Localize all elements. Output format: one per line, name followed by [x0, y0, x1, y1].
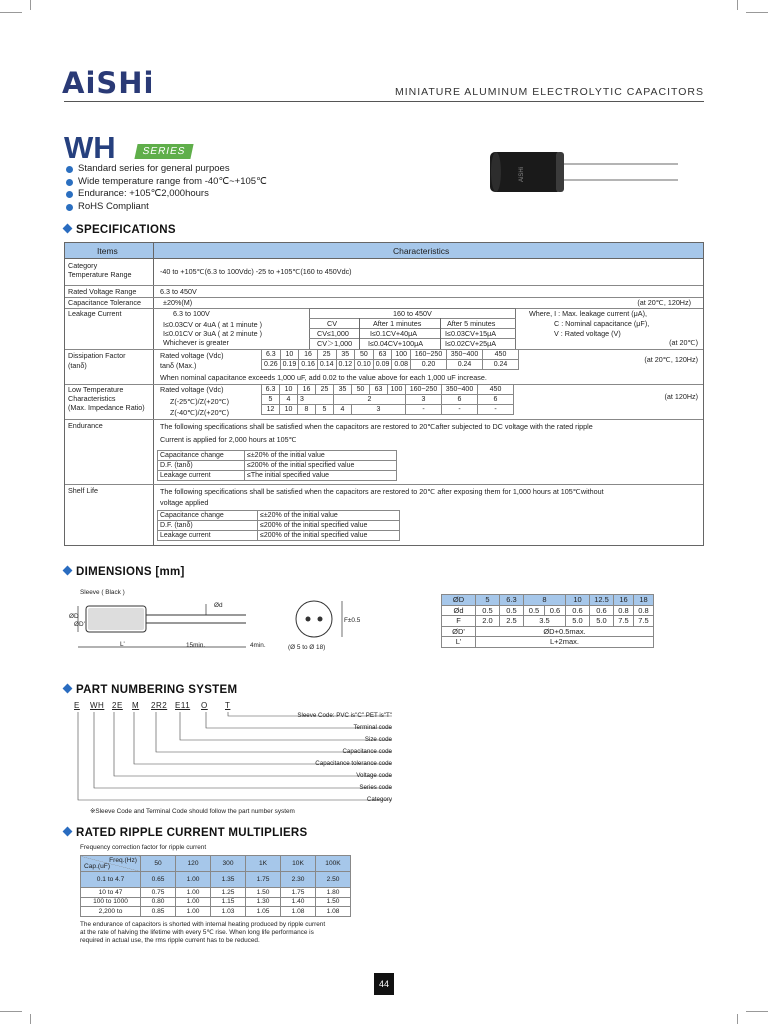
- lt-voltage-cell: 10: [280, 385, 298, 395]
- cat-value: -40 to +105℃(6.3 to 100Vdc) -25 to +105℃(160 to 450Vdc): [160, 267, 352, 276]
- ripple-freq: 50: [141, 856, 176, 872]
- lt-voltage-cell: 50: [352, 385, 370, 395]
- rated-voltage-value: 6.3 to 450V: [160, 287, 197, 296]
- ripple-freq: 1K: [246, 856, 281, 872]
- df-label: (tanδ): [68, 361, 87, 370]
- lt-voltage-cell: 100: [388, 385, 406, 395]
- ripple-table: [80, 855, 351, 917]
- lc-low-row: I≤0.03CV or 4uA ( at 1 minute ): [163, 320, 263, 329]
- lt-voltage-cell: 63: [370, 385, 388, 395]
- dim-od-label: ØD: [69, 613, 79, 620]
- lc-low-row: Whichever is greater: [163, 338, 229, 347]
- crop-mark: [0, 1011, 22, 1012]
- section-title-specifications: SPECIFICATIONS: [64, 224, 176, 236]
- df-value-cell: 0.14: [317, 360, 336, 370]
- df-tan: tanδ (Max.): [160, 361, 197, 370]
- ripple-cell: 1.03: [211, 907, 246, 917]
- crop-mark: [746, 12, 768, 13]
- lt-voltage-cell: 25: [316, 385, 334, 395]
- end-cell: Leakage current: [158, 471, 245, 481]
- shelf-life-text: voltage applied: [160, 498, 209, 507]
- lc-cell: CV≤1,000: [317, 329, 349, 338]
- ripple-cell: 1.08: [316, 907, 351, 917]
- lc-cell: After 1 minutes: [373, 319, 422, 328]
- ripple-note: at the rate of halving the lifetime with every 5℃ rise. When long life performance is: [80, 929, 314, 936]
- shelf-life-label: Shelf Life: [68, 486, 98, 495]
- ripple-row: [81, 872, 351, 888]
- endurance-label: Endurance: [68, 421, 103, 430]
- pn-code: E11: [175, 701, 191, 710]
- dim-d-label: Ød: [214, 602, 223, 609]
- lt-cell: 5: [316, 405, 334, 415]
- lc-cell: CV＞1,000: [317, 339, 353, 348]
- ripple-cell: 1.15: [211, 897, 246, 907]
- dim-cell: 0.5: [500, 605, 524, 616]
- pn-label: Capacitance tolerance code: [315, 760, 392, 767]
- ripple-cell: 0.85: [141, 907, 176, 917]
- dim-cell: Ød: [442, 605, 476, 616]
- pn-label: Capacitance code: [342, 748, 392, 755]
- df-voltage-cell: 160~250: [411, 350, 447, 360]
- sl-cell: Leakage current: [158, 531, 258, 541]
- ripple-cell: 2.30: [281, 872, 316, 888]
- ripple-row: [81, 897, 351, 907]
- dim-cell: 7.5: [634, 616, 654, 627]
- lt-label: Low Temperature: [68, 385, 124, 394]
- dim-cell: F: [442, 616, 476, 627]
- header-rule: [64, 101, 704, 102]
- section-title-dimensions: DIMENSIONS [mm]: [64, 566, 185, 578]
- endurance-text: Current is applied for 2,000 hours at 105℃: [160, 435, 297, 444]
- df-voltage-cell: 350~400: [447, 350, 483, 360]
- cap-tol-cond: (at 20℃, 120Hz): [637, 298, 691, 307]
- lt-voltage-cell: 16: [298, 385, 316, 395]
- dim-cell: ØD: [442, 595, 476, 606]
- pn-code: O: [201, 701, 208, 710]
- lt-cell: 5: [262, 395, 280, 405]
- df-label: Dissipation Factor: [68, 351, 126, 360]
- dim-cell: 18: [634, 595, 654, 606]
- ripple-hdr-freq: Freq.(Hz): [109, 857, 137, 864]
- sl-cell: ≤200% of the initial specified value: [258, 531, 400, 541]
- dim-cell: 0.6: [545, 605, 566, 616]
- df-value-cell: 0.10: [355, 360, 374, 370]
- feature-item: RoHS Compliant: [66, 201, 267, 214]
- lt-cell: 6: [478, 395, 514, 405]
- df-voltage-cell: 35: [336, 350, 355, 360]
- dim-cell: 5.0: [566, 616, 590, 627]
- df-voltage-cell: 50: [355, 350, 374, 360]
- dim-cell: 0.5: [476, 605, 500, 616]
- lc-note: C : Nominal capacitance (μF),: [554, 319, 650, 328]
- lt-cell: 4: [280, 395, 298, 405]
- lt-cell: 2: [334, 395, 406, 405]
- ripple-cell: 0.1 to 4.7: [81, 872, 141, 888]
- lt-voltage-cell: 6.3: [262, 385, 280, 395]
- pn-label: Size code: [364, 736, 392, 743]
- ripple-note: required in actual use, the rms ripple current has to be reduced.: [80, 937, 260, 944]
- crop-mark: [737, 1014, 738, 1024]
- end-cell: ≤The initial specified value: [245, 471, 397, 481]
- lc-low-hdr: 6.3 to 100V: [173, 309, 210, 318]
- dim-sleeve-label: Sleeve ( Black ): [80, 589, 125, 596]
- shelf-life-text: The following specifications shall be satisfied when the capacitors are restored to 20℃ after exposing them for 1,000 hours at 105℃without: [160, 487, 604, 496]
- pn-label: Sleeve Code: PVC is"C" PET is"T": [297, 712, 392, 719]
- feature-list: [66, 163, 267, 213]
- ripple-cell: 10 to 47: [81, 888, 141, 898]
- df-voltage-cell: 10: [280, 350, 299, 360]
- ripple-subtitle: Frequency correction factor for ripple current: [80, 844, 207, 851]
- ripple-cell: 0.80: [141, 897, 176, 907]
- pn-label: Voltage code: [356, 772, 392, 779]
- df-cond: (at 20℃, 120Hz): [644, 355, 698, 364]
- dim-15min-label: 15min.: [186, 642, 206, 649]
- dim-cell: L+2max.: [476, 637, 654, 648]
- df-table: [261, 349, 519, 370]
- ripple-freq: 10K: [281, 856, 316, 872]
- df-rv: Rated voltage (Vdc): [160, 351, 224, 360]
- dim-cell: 5: [476, 595, 500, 606]
- ripple-cell: 1.75: [281, 888, 316, 898]
- ripple-cell: 0.75: [141, 888, 176, 898]
- ripple-cell: 1.80: [316, 888, 351, 898]
- series-tag: SERIES: [134, 144, 193, 159]
- df-voltage-cell: 16: [299, 350, 318, 360]
- shelf-life-table: [157, 510, 400, 541]
- dim-4min-label: 4min.: [250, 642, 266, 649]
- lt-label: (Max. Impedance Ratio): [68, 403, 145, 412]
- dim-cell: 0.5: [524, 605, 545, 616]
- ripple-freq: 300: [211, 856, 246, 872]
- dim-cell: 5.0: [590, 616, 614, 627]
- feature-item: Standard series for general purpoes: [66, 163, 267, 176]
- dim-cell: 2.0: [476, 616, 500, 627]
- df-voltage-cell: 63: [373, 350, 392, 360]
- ripple-cell: 2.50: [316, 872, 351, 888]
- df-voltage-cell: 25: [317, 350, 336, 360]
- dim-cell: 12.5: [590, 595, 614, 606]
- lt-voltage-cell: 160~250: [406, 385, 442, 395]
- ripple-cell: 1.00: [176, 907, 211, 917]
- leakage-label: Leakage Current: [68, 309, 122, 318]
- ripple-cell: 100 to 1000: [81, 897, 141, 907]
- pn-label: Terminal code: [353, 724, 392, 731]
- lt-label: Characteristics: [68, 394, 116, 403]
- dimension-table: [441, 594, 654, 648]
- df-voltage-cell: 6.3: [262, 350, 281, 360]
- ripple-note: The endurance of capacitors is shorted with internal heating produced by ripple current: [80, 921, 326, 928]
- pn-label: Series code: [359, 784, 392, 791]
- ripple-freq: 100K: [316, 856, 351, 872]
- ripple-corner: [81, 856, 141, 872]
- dim-range-label: (Ø 5 to Ø 18): [288, 644, 326, 651]
- lc-note: V : Rated voltage (V): [554, 329, 621, 338]
- lc-cell: After 5 minutes: [447, 319, 496, 328]
- feature-item: Wide temperature range from -40℃~+105℃: [66, 176, 267, 189]
- endurance-text: The following specifications shall be satisfied when the capacitors are restored to 20℃after subjected to DC voltage with the rated ripple: [160, 422, 593, 431]
- dim-cell: 6.3: [500, 595, 524, 606]
- crop-mark: [0, 12, 22, 13]
- lc-cell: I≤0.04CV+100μA: [368, 339, 424, 348]
- dim-cell: 10: [566, 595, 590, 606]
- lt-voltage-cell: 450: [478, 385, 514, 395]
- ripple-cell: 0.65: [141, 872, 176, 888]
- pn-code: E: [74, 701, 80, 710]
- section-title-part-numbering: PART NUMBERING SYSTEM: [64, 684, 237, 696]
- col-characteristics: Characteristics: [393, 246, 450, 256]
- sl-cell: D.F. (tanδ): [158, 521, 258, 531]
- ripple-cell: 1.50: [246, 888, 281, 898]
- rated-voltage-label: Rated Voltage Range: [68, 287, 137, 296]
- df-value-cell: 0.24: [447, 360, 483, 370]
- lt-cell: 12: [262, 405, 280, 415]
- cat-label: Category: [68, 261, 98, 270]
- ripple-hdr-cap: Cap.(uF): [84, 863, 111, 870]
- pn-label: Category: [366, 796, 392, 803]
- endurance-table: [157, 450, 397, 481]
- pn-code: 2R2: [151, 701, 168, 710]
- ripple-freq: 120: [176, 856, 211, 872]
- df-value-cell: 0.16: [299, 360, 318, 370]
- series-name: WH: [64, 130, 116, 165]
- ripple-cell: 1.35: [211, 872, 246, 888]
- lt-z25: Z(-25℃)/Z(+20℃): [170, 397, 230, 406]
- crop-mark: [30, 1014, 31, 1024]
- df-value-cell: 0.19: [280, 360, 299, 370]
- dim-cell: 0.8: [614, 605, 634, 616]
- df-voltage-cell: 450: [483, 350, 519, 360]
- crop-mark: [30, 0, 31, 10]
- lt-cell: 3: [406, 395, 442, 405]
- brand-logo: AiSHi: [62, 66, 155, 100]
- page-number: 44: [374, 973, 394, 995]
- ripple-cell: 1.00: [176, 872, 211, 888]
- dim-cell: 0.6: [566, 605, 590, 616]
- end-cell: ≤200% of the initial specified value: [245, 461, 397, 471]
- svg-text:AiSHi: AiSHi: [519, 166, 525, 182]
- dim-cell: ØD+0.5max.: [476, 626, 654, 637]
- ripple-cell: 1.08: [281, 907, 316, 917]
- lt-cell: 10: [280, 405, 298, 415]
- ripple-row: [81, 888, 351, 898]
- lt-voltage-cell: 350~400: [442, 385, 478, 395]
- lt-voltage-cell: 35: [334, 385, 352, 395]
- capacitor-image: [490, 150, 680, 196]
- crop-mark: [746, 1011, 768, 1012]
- sl-cell: ≤200% of the initial specified value: [258, 521, 400, 531]
- df-value-cell: 0.09: [373, 360, 392, 370]
- cap-tol-label: Capacitance Tolerance: [68, 298, 141, 307]
- dim-cell: ØD': [442, 626, 476, 637]
- ripple-cell: 1.30: [246, 897, 281, 907]
- df-value-cell: 0.26: [262, 360, 281, 370]
- end-cell: ≤±20% of the initial value: [245, 451, 397, 461]
- lt-table: [261, 384, 514, 415]
- feature-item: Endurance: +105℃2,000hours: [66, 188, 267, 201]
- cat-label: Temperature Range: [68, 270, 132, 279]
- df-value-cell: 0.20: [411, 360, 447, 370]
- col-items: Items: [97, 246, 118, 256]
- df-value-cell: 0.24: [483, 360, 519, 370]
- dim-lp-label: L': [120, 641, 125, 648]
- ripple-cell: 1.75: [246, 872, 281, 888]
- lt-cell: 3: [352, 405, 406, 415]
- ripple-cell: 1.00: [176, 888, 211, 898]
- df-note: When nominal capacitance exceeds 1,000 uF, add 0.02 to the value above for each 1,000 uF increase.: [160, 373, 487, 382]
- dim-cell: 2.5: [500, 616, 524, 627]
- lc-high-hdr: 160 to 450V: [393, 309, 432, 318]
- lc-note: Where, I : Max. leakage current (μA),: [529, 309, 647, 318]
- end-cell: Capacitance change: [158, 451, 245, 461]
- ripple-cell: 1.50: [316, 897, 351, 907]
- df-value-cell: 0.12: [336, 360, 355, 370]
- dim-cell: 0.8: [634, 605, 654, 616]
- crop-mark: [737, 0, 738, 10]
- dim-f-label: F±0.5: [344, 617, 361, 624]
- pn-code: WH: [90, 701, 105, 710]
- dim-cell: 16: [614, 595, 634, 606]
- df-value-cell: 0.08: [392, 360, 411, 370]
- lc-cell: I≤0.02CV+25μA: [445, 339, 497, 348]
- spec-header: [65, 243, 703, 259]
- lt-cell: 8: [298, 405, 316, 415]
- section-title-ripple: RATED RIPPLE CURRENT MULTIPLIERS: [64, 827, 308, 839]
- lc-cond: (at 20℃): [669, 338, 698, 347]
- lc-low-row: I≤0.01CV or 3uA ( at 2 minute ): [163, 329, 263, 338]
- dim-cell: L': [442, 637, 476, 648]
- cap-tol-value: ±20%(M): [163, 298, 193, 307]
- lt-cell: -: [478, 405, 514, 415]
- df-voltage-cell: 100: [392, 350, 411, 360]
- lt-cell: -: [442, 405, 478, 415]
- lt-cell: 6: [442, 395, 478, 405]
- lt-cell: 3: [298, 395, 334, 405]
- lt-cond: (at 120Hz): [664, 392, 698, 401]
- dim-cell: 7.5: [614, 616, 634, 627]
- pn-note: ※Sleeve Code and Terminal Code should follow the part number system: [90, 808, 295, 815]
- ripple-row: [81, 907, 351, 917]
- dim-odp-label: ØD': [74, 621, 85, 628]
- lc-cell: I≤0.03CV+15μA: [445, 329, 497, 338]
- end-cell: D.F. (tanδ): [158, 461, 245, 471]
- lt-cell: -: [406, 405, 442, 415]
- ripple-cell: 1.05: [246, 907, 281, 917]
- lc-cell: CV: [327, 319, 337, 328]
- ripple-cell: 2,200 to: [81, 907, 141, 917]
- dim-cell: 0.6: [590, 605, 614, 616]
- ripple-cell: 1.00: [176, 897, 211, 907]
- lt-cell: 4: [334, 405, 352, 415]
- dim-cell: 3.5: [524, 616, 566, 627]
- specifications-table: [64, 242, 704, 546]
- lt-rv: Rated voltage (Vdc): [160, 385, 224, 394]
- pn-code: 2E: [112, 701, 123, 710]
- lc-cell: I≤0.1CV+40μA: [370, 329, 418, 338]
- sl-cell: Capacitance change: [158, 511, 258, 521]
- ripple-cell: 1.40: [281, 897, 316, 907]
- ripple-cell: 1.25: [211, 888, 246, 898]
- sl-cell: ≤±20% of the initial value: [258, 511, 400, 521]
- pn-code: T: [225, 701, 231, 710]
- lt-z40: Z(-40℃)/Z(+20℃): [170, 408, 230, 417]
- dim-cell: 8: [524, 595, 566, 606]
- pn-code: M: [132, 701, 140, 710]
- header-title: MINIATURE ALUMINUM ELECTROLYTIC CAPACITORS: [394, 86, 704, 98]
